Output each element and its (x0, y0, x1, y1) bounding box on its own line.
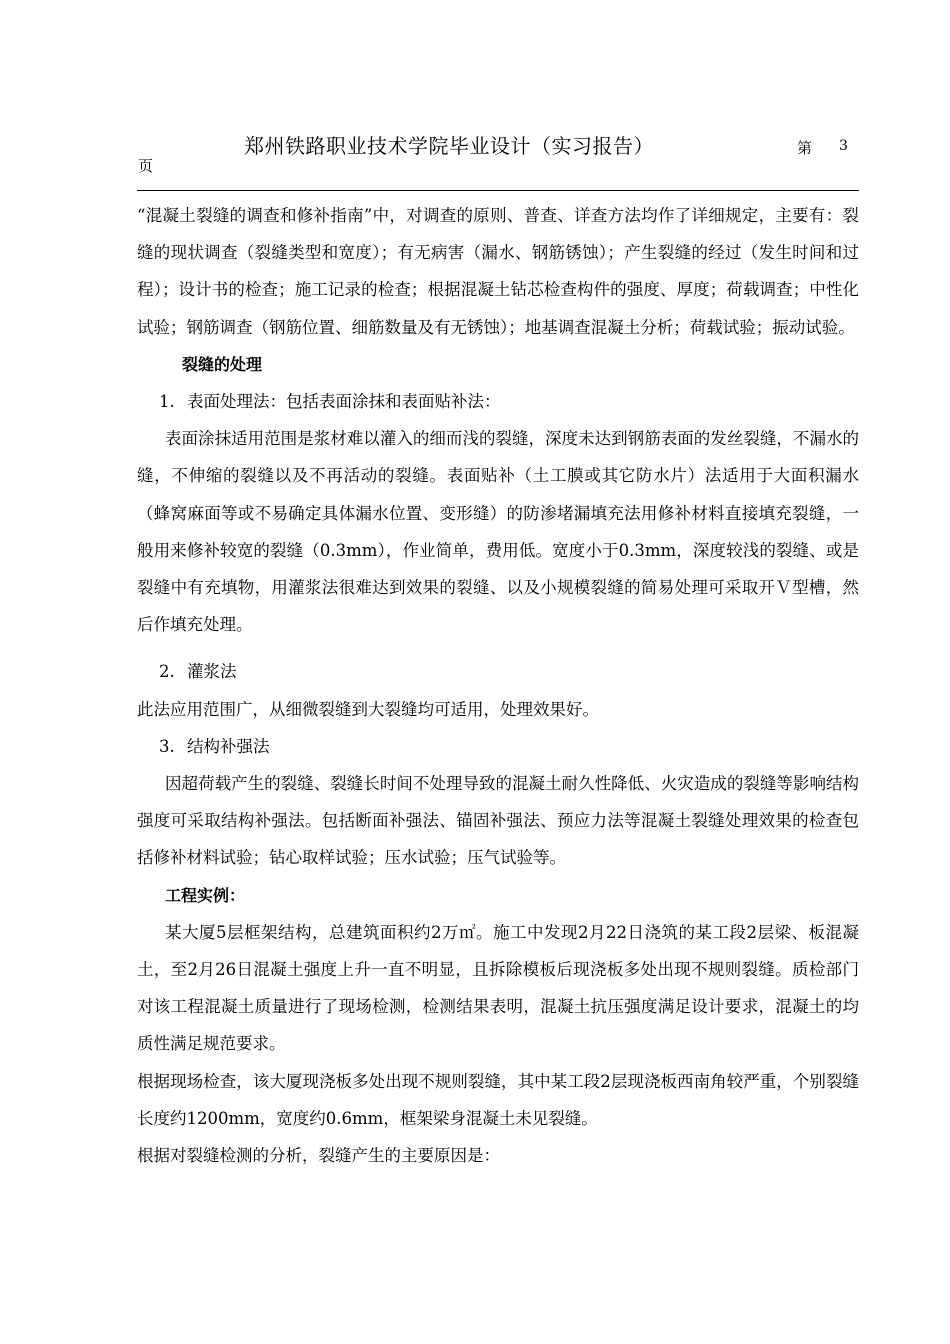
page-header-title: 郑州铁路职业技术学院毕业设计（实习报告） (244, 134, 654, 158)
list-item-label: 表面处理法：包括表面涂抹和表面贴补法： (187, 392, 501, 412)
list-item-label: 灌浆法 (187, 662, 237, 682)
grouting-paragraph: 此法应用范围广，从细微裂缝到大裂缝均可适用，处理效果好。 (137, 699, 599, 719)
intro-paragraph: “混凝土裂缝的调查和修补指南”中，对调查的原则、普查、详查方法均作了详细规定，主要有：裂缝的现状调查（裂缝类型和宽度）；有无病害（漏水、钢筋锈蚀）；产生裂缝的经过（发生时间和过程）；设计书的检查；施工记录的检查；根据混凝土钻芯检查构件的强度、厚度；荷载调查；中性化试验；钢筋调查（钢筋位置、细筋数量及有无锈蚀）；地基调查混凝土分析；荷载试验；振动试验。 (137, 206, 859, 337)
list-number: 1. (159, 392, 175, 412)
list-number: 2. (159, 662, 175, 682)
list-item-label: 结构补强法 (187, 736, 270, 756)
section-heading-crack-treatment: 裂缝的处理 (182, 354, 263, 374)
list-number: 3. (159, 736, 175, 756)
list-item-surface-treatment (137, 383, 859, 420)
document-body (137, 197, 859, 1174)
example-paragraph-2: 根据现场检查，该大厦现浇板多处出现不规则裂缝，其中某工段2层现浇板西南角较严重，个别裂缝长度约1200mm，宽度约0.6mm，框架梁身混凝土未见裂缝。 (137, 1071, 859, 1128)
example-paragraph-3: 根据对裂缝检测的分析，裂缝产生的主要原因是： (137, 1146, 500, 1166)
page-number-prefix: 第 (797, 139, 813, 157)
surface-treatment-paragraph: 表面涂抹适用范围是浆材难以灌入的细而浅的裂缝，深度未达到钢筋表面的发丝裂缝，不漏水的缝，不伸缩的裂缝以及不再活动的裂缝。表面贴补（土工膜或其它防水片）法适用于大面积漏水（蜂窝麻面等或不易确定具体漏水位置、变形缝）的防渗堵漏填充法用修补材料直接填充裂缝，一般用来修补较宽的裂缝（0.3mm），作业简单，费用低。宽度小于0.3mm，深度较浅的裂缝、或是裂缝中有充填物，用灌浆法很难达到效果的裂缝、以及小规模裂缝的简易处理可采取开Ｖ型槽，然后作填充处理。 (137, 429, 859, 635)
list-item-structural-reinforcement (137, 728, 859, 765)
list-item-grouting (137, 653, 859, 690)
page-number: 3 (839, 138, 848, 154)
structural-reinforcement-paragraph: 因超荷载产生的裂缝、裂缝长时间不处理导致的混凝土耐久性降低、火灾造成的裂缝等影响结构强度可采取结构补强法。包括断面补强法、锚固补强法、预应力法等混凝土裂缝处理效果的检查包括修补材料试验；钻心取样试验；压水试验；压气试验等。 (137, 774, 859, 868)
example-paragraph-1: 某大厦5层框架结构，总建筑面积约2万㎡。施工中发现2月22日浇筑的某工段2层梁、板混凝土，至2月26日混凝土强度上升一直不明显，且拆除模板后现浇板多处出现不规则裂缝。质检部门对该工程混凝土质量进行了现场检测，检测结果表明，混凝土抗压强度满足设计要求，混凝土的均质性满足规范要求。 (137, 922, 859, 1054)
header-divider (137, 190, 859, 191)
section-heading-engineering-example: 工程实例： (165, 885, 246, 905)
page-number-suffix: 页 (138, 157, 154, 175)
